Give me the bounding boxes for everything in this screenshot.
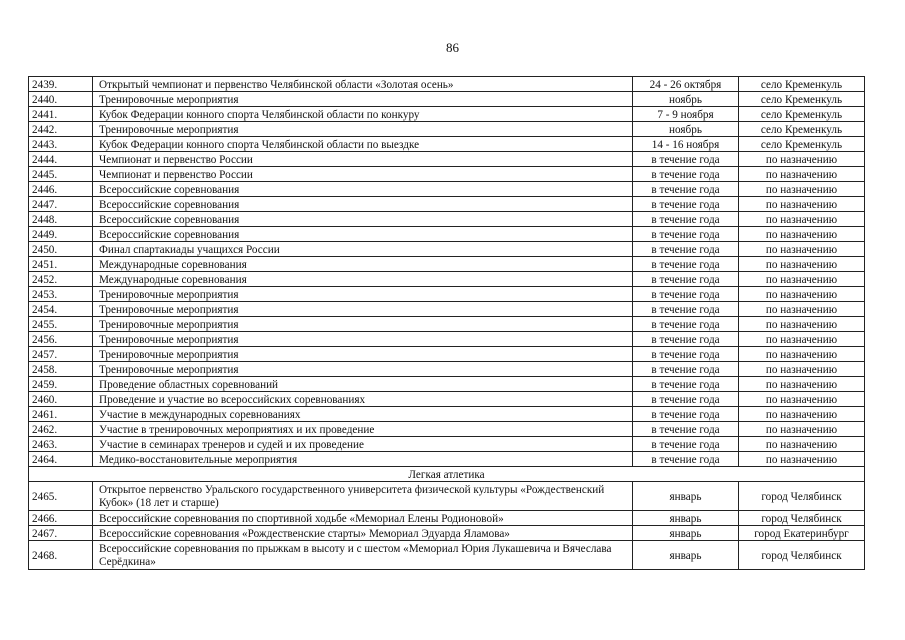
row-number: 2445.	[29, 167, 93, 182]
event-name: Участие в семинарах тренеров и судей и их проведение	[93, 437, 633, 452]
event-place: село Кременкуль	[739, 92, 865, 107]
event-place: по назначению	[739, 167, 865, 182]
row-number: 2464.	[29, 452, 93, 467]
event-date: в течение года	[633, 227, 739, 242]
table-row	[29, 332, 865, 347]
event-place: по назначению	[739, 422, 865, 437]
row-number: 2452.	[29, 272, 93, 287]
table-row	[29, 77, 865, 92]
row-number: 2446.	[29, 182, 93, 197]
event-place: город Екатеринбург	[739, 526, 865, 541]
event-place: по назначению	[739, 227, 865, 242]
table-row	[29, 152, 865, 167]
event-date: 14 - 16 ноября	[633, 137, 739, 152]
event-date: 7 - 9 ноября	[633, 107, 739, 122]
row-number: 2440.	[29, 92, 93, 107]
row-number: 2454.	[29, 302, 93, 317]
event-name: Проведение областных соревнований	[93, 377, 633, 392]
event-date: в течение года	[633, 287, 739, 302]
events-table-body-top	[29, 77, 865, 467]
row-number: 2465.	[29, 482, 93, 511]
event-place: по назначению	[739, 287, 865, 302]
event-date: в течение года	[633, 302, 739, 317]
table-row	[29, 437, 865, 452]
event-date: в течение года	[633, 212, 739, 227]
event-place: по назначению	[739, 437, 865, 452]
event-name: Открытый чемпионат и первенство Челябинской области «Золотая осень»	[93, 77, 633, 92]
row-number: 2458.	[29, 362, 93, 377]
event-place: по назначению	[739, 152, 865, 167]
event-name: Кубок Федерации конного спорта Челябинской области по конкуру	[93, 107, 633, 122]
row-number: 2462.	[29, 422, 93, 437]
row-number: 2451.	[29, 257, 93, 272]
row-number: 2467.	[29, 526, 93, 541]
table-row	[29, 137, 865, 152]
section-header-body	[29, 467, 865, 482]
section-header-row	[29, 467, 865, 482]
event-place: по назначению	[739, 377, 865, 392]
table-row	[29, 302, 865, 317]
event-place: по назначению	[739, 272, 865, 287]
table-row	[29, 317, 865, 332]
event-place: село Кременкуль	[739, 137, 865, 152]
table-row	[29, 272, 865, 287]
table-row	[29, 541, 865, 570]
event-place: по назначению	[739, 182, 865, 197]
row-number: 2466.	[29, 511, 93, 526]
event-name: Международные соревнования	[93, 257, 633, 272]
table-row	[29, 422, 865, 437]
event-name: Международные соревнования	[93, 272, 633, 287]
event-place: село Кременкуль	[739, 107, 865, 122]
row-number: 2463.	[29, 437, 93, 452]
table-row	[29, 212, 865, 227]
row-number: 2449.	[29, 227, 93, 242]
table-row	[29, 167, 865, 182]
event-date: в течение года	[633, 332, 739, 347]
row-number: 2447.	[29, 197, 93, 212]
event-date: 24 - 26 октября	[633, 77, 739, 92]
event-name: Финал спартакиады учащихся России	[93, 242, 633, 257]
event-date: в течение года	[633, 377, 739, 392]
row-number: 2457.	[29, 347, 93, 362]
event-name: Тренировочные мероприятия	[93, 347, 633, 362]
event-date: в течение года	[633, 197, 739, 212]
event-name: Всероссийские соревнования по прыжкам в высоту и с шестом «Мемориал Юрия Лукашевича и Вячеслава Серёдкина»	[93, 541, 633, 570]
event-place: село Кременкуль	[739, 77, 865, 92]
event-name: Всероссийские соревнования	[93, 197, 633, 212]
page-number: 86	[446, 40, 459, 55]
event-place: по назначению	[739, 332, 865, 347]
row-number: 2456.	[29, 332, 93, 347]
table-row	[29, 227, 865, 242]
event-date: в течение года	[633, 317, 739, 332]
event-place: по назначению	[739, 317, 865, 332]
event-name: Проведение и участие во всероссийских соревнованиях	[93, 392, 633, 407]
event-place: по назначению	[739, 347, 865, 362]
event-name: Кубок Федерации конного спорта Челябинской области по выездке	[93, 137, 633, 152]
event-name: Медико-восстановительные мероприятия	[93, 452, 633, 467]
table-row	[29, 362, 865, 377]
table-row	[29, 122, 865, 137]
event-place: город Челябинск	[739, 541, 865, 570]
event-date: в течение года	[633, 422, 739, 437]
table-row	[29, 407, 865, 422]
event-name: Чемпионат и первенство России	[93, 152, 633, 167]
event-name: Открытое первенство Уральского государственного университета физической культуры «Рождественский Кубок» (18 лет и старше)	[93, 482, 633, 511]
row-number: 2453.	[29, 287, 93, 302]
event-date: в течение года	[633, 452, 739, 467]
event-date: в течение года	[633, 347, 739, 362]
event-name: Всероссийские соревнования	[93, 212, 633, 227]
event-date: в течение года	[633, 272, 739, 287]
event-date: в течение года	[633, 167, 739, 182]
event-name: Чемпионат и первенство России	[93, 167, 633, 182]
row-number: 2460.	[29, 392, 93, 407]
events-table	[28, 76, 865, 570]
event-place: по назначению	[739, 362, 865, 377]
row-number: 2450.	[29, 242, 93, 257]
event-name: Участие в международных соревнованиях	[93, 407, 633, 422]
event-name: Тренировочные мероприятия	[93, 362, 633, 377]
row-number: 2442.	[29, 122, 93, 137]
table-row	[29, 257, 865, 272]
event-name: Всероссийские соревнования по спортивной ходьбе «Мемориал Елены Родионовой»	[93, 511, 633, 526]
table-row	[29, 287, 865, 302]
event-place: по назначению	[739, 407, 865, 422]
event-date: в течение года	[633, 407, 739, 422]
event-date: в течение года	[633, 152, 739, 167]
event-place: село Кременкуль	[739, 122, 865, 137]
section-title: Легкая атлетика	[29, 467, 865, 482]
row-number: 2455.	[29, 317, 93, 332]
table-row	[29, 197, 865, 212]
event-place: по назначению	[739, 452, 865, 467]
row-number: 2448.	[29, 212, 93, 227]
event-place: по назначению	[739, 302, 865, 317]
event-date: в течение года	[633, 362, 739, 377]
event-name: Тренировочные мероприятия	[93, 332, 633, 347]
row-number: 2443.	[29, 137, 93, 152]
event-place: по назначению	[739, 197, 865, 212]
row-number: 2441.	[29, 107, 93, 122]
event-name: Всероссийские соревнования	[93, 227, 633, 242]
event-name: Тренировочные мероприятия	[93, 122, 633, 137]
event-date: январь	[633, 541, 739, 570]
event-date: ноябрь	[633, 122, 739, 137]
row-number: 2439.	[29, 77, 93, 92]
event-date: январь	[633, 482, 739, 511]
event-date: январь	[633, 526, 739, 541]
event-name: Всероссийские соревнования	[93, 182, 633, 197]
table-row	[29, 182, 865, 197]
event-date: в течение года	[633, 437, 739, 452]
event-name: Тренировочные мероприятия	[93, 287, 633, 302]
row-number: 2468.	[29, 541, 93, 570]
event-name: Тренировочные мероприятия	[93, 302, 633, 317]
event-date: в течение года	[633, 257, 739, 272]
row-number: 2459.	[29, 377, 93, 392]
row-number: 2461.	[29, 407, 93, 422]
event-name: Тренировочные мероприятия	[93, 317, 633, 332]
event-place: по назначению	[739, 392, 865, 407]
table-row	[29, 392, 865, 407]
event-place: город Челябинск	[739, 482, 865, 511]
event-date: в течение года	[633, 392, 739, 407]
table-row	[29, 482, 865, 511]
table-row	[29, 92, 865, 107]
events-table-body-bottom	[29, 482, 865, 570]
event-date: в течение года	[633, 182, 739, 197]
table-row	[29, 452, 865, 467]
event-name: Всероссийские соревнования «Рождественские старты» Мемориал Эдуарда Яламова»	[93, 526, 633, 541]
event-date: ноябрь	[633, 92, 739, 107]
event-place: город Челябинск	[739, 511, 865, 526]
table-row	[29, 107, 865, 122]
event-place: по назначению	[739, 257, 865, 272]
table-row	[29, 526, 865, 541]
event-date: в течение года	[633, 242, 739, 257]
table-row	[29, 347, 865, 362]
table-row	[29, 511, 865, 526]
row-number: 2444.	[29, 152, 93, 167]
event-date: январь	[633, 511, 739, 526]
table-row	[29, 242, 865, 257]
event-name: Участие в тренировочных мероприятиях и их проведение	[93, 422, 633, 437]
event-place: по назначению	[739, 212, 865, 227]
event-name: Тренировочные мероприятия	[93, 92, 633, 107]
table-row	[29, 377, 865, 392]
event-place: по назначению	[739, 242, 865, 257]
